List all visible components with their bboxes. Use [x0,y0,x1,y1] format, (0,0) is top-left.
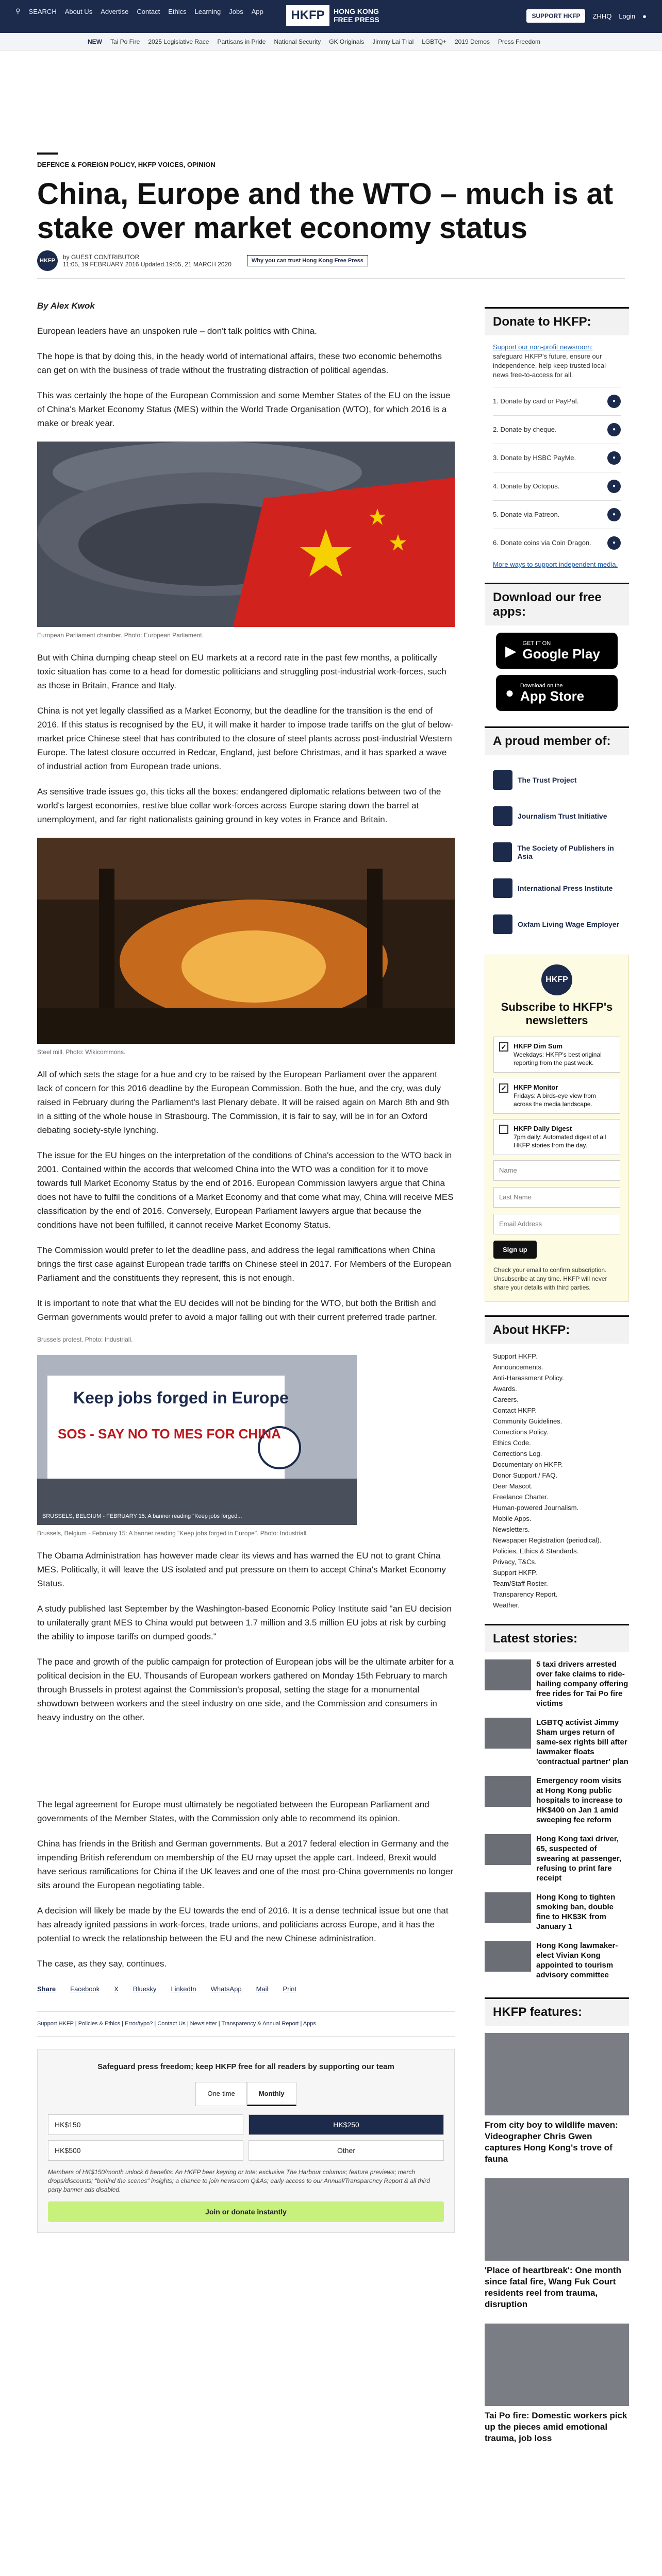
logo-mark: HKFP [286,5,329,26]
about-link[interactable]: Ethics Code. [493,1439,531,1447]
top-link-learning[interactable]: Learning [194,7,221,15]
newsletter-desc: 7pm daily: Automated digest of all HKFP stories from the day. [514,1133,606,1149]
feature-image [485,2324,629,2406]
paragraph: The case, as they say, continues. [37,1959,167,1969]
member-widget-title: A proud member of: [485,726,629,755]
oxfam-logo [493,914,512,934]
about-link[interactable]: Anti-Harassment Policy. [493,1374,564,1382]
latest-stories [485,1659,629,1980]
google-play-button[interactable] [496,633,618,669]
latest-story[interactable] [485,1776,629,1825]
member-name: Journalism Trust Initiative [518,812,607,820]
title-rule [37,152,58,155]
about-link[interactable]: Mobile Apps. [493,1515,532,1522]
about-links [485,1351,629,1611]
newsletter-name: HKFP Daily Digest [514,1125,572,1132]
paragraph: The Obama Administration has however made clear its views and has warned the EU not to grant China MES. Politically, it will leave the US isolated and put pressure on them to accept China's Market Economy Status. [37,1551,446,1588]
subnav-item[interactable]: Tai Po Fire [110,38,140,45]
sopa-logo [493,842,512,862]
about-link[interactable]: Human-powered Journalism. [493,1504,579,1512]
about-link[interactable]: Transparency Report. [493,1590,558,1598]
members-note: Members of HK$150/month unlock 6 benefits: An HKFP beer keyring or tote; exclusive The Harbour columns; feature previews; merch drops/discounts; "behind the scenes" insights; a chance to join newsroom Q&As; early access to our Annual/Transparency Report & all third party banner ads disabled. [48,2168,430,2193]
paragraph: As sensitive trade issues go, this ticks all the boxes: endangered diplomatic relations between two of the world's largest economies, restive blue collar work-forces across Europe staring down the barrel at unemployment, and far right nationalists gaining ground in key votes in France and Britain. [37,787,441,824]
article-body [37,299,455,2233]
feature-story[interactable] [485,2033,629,2165]
store-big: App Store [520,688,585,704]
about-link[interactable]: Support HKFP. [493,1352,537,1360]
subnav-item[interactable]: LGBTQ+ [422,38,446,45]
about-link[interactable]: Community Guidelines. [493,1417,562,1425]
author-avatar: HKFP [37,250,58,271]
member-name: Oxfam Living Wage Employer [518,920,620,928]
donate-amounts [48,2114,444,2161]
pay-option-coins[interactable] [493,529,621,557]
pay-option-payme[interactable] [493,444,621,472]
about-link[interactable]: Donor Support / FAQ. [493,1471,558,1479]
banner-text-1: Keep jobs forged in Europe [73,1388,289,1407]
about-link[interactable]: Freelance Charter. [493,1493,549,1501]
subscribe-logo: HKFP [541,964,572,995]
member-name: The Trust Project [518,776,577,784]
feature-title: 'Place of heartbreak': One month since fatal fire, Wang Fuk Court residents reel from trauma, disruption [485,2265,622,2309]
latest-story[interactable] [485,1941,629,1980]
share-bar [37,1982,455,1996]
steel-mill-photo [37,838,455,1044]
about-widget-title: About HKFP: [485,1315,629,1344]
share-whatsapp[interactable]: WhatsApp [210,1985,242,1993]
about-link[interactable]: Team/Staff Roster. [493,1580,548,1587]
share-facebook[interactable]: Facebook [70,1985,100,1993]
newsletter-signup [485,955,629,1302]
share-print[interactable]: Print [283,1985,297,1993]
top-link-jobs[interactable]: Jobs [229,7,243,15]
about-link[interactable]: Documentary on HKFP. [493,1461,563,1468]
about-link[interactable]: Newsletters. [493,1526,530,1533]
subnav-item[interactable]: Jimmy Lai Trial [372,38,414,45]
story-title: Hong Kong taxi driver, 65, suspected of swearing at passenger, refusing to print fare receipt [536,1835,622,1883]
subnav-item[interactable]: 2025 Legislative Race [148,38,209,45]
subnav-label: NEW [88,38,102,45]
member-name: International Press Institute [518,884,613,892]
story-thumbnail [485,1892,531,1923]
share-x[interactable]: X [114,1985,119,1993]
pay-option-card[interactable] [493,387,621,415]
about-link[interactable]: Awards. [493,1385,517,1393]
share-mail[interactable]: Mail [256,1985,269,1993]
steel-mill-illustration [37,838,455,1044]
article-byline [37,250,368,271]
pay-option-octopus[interactable] [493,472,621,500]
amount-other[interactable]: Other [249,2140,444,2161]
latest-story[interactable] [485,1834,629,1883]
newsletter-name: HKFP Monitor [514,1083,558,1091]
spacer [485,1611,629,1624]
banner-caption: BRUSSELS, BELGIUM - FEBRUARY 15: A banner reading "Keep jobs forged... [42,1513,242,1519]
about-link[interactable]: Careers. [493,1396,519,1403]
story-title: Hong Kong to tighten smoking ban, double fine to HK$3K from January 1 [536,1893,616,1931]
story-title: LGBTQ activist Jimmy Sham urges return of same-sex rights bill after lawmaker floats 'contractual partner' plan [536,1718,628,1766]
subnav-item[interactable]: Press Freedom [498,38,541,45]
share-linkedin[interactable]: LinkedIn [171,1985,196,1993]
trust-button[interactable]: Why you can trust Hong Kong Free Press [247,255,368,266]
pay-label: 3. Donate by HSBC PayMe. [493,454,576,462]
subscribe-title: Subscribe to HKFP's newsletters [501,1001,613,1027]
article-title: China, Europe and the WTO – much is at stake over market economy status [37,177,614,245]
language-link[interactable]: ZHHQ [592,12,612,20]
tab-one-time[interactable]: One-time [195,2082,246,2106]
member-ipi[interactable] [485,870,629,906]
newsletter-monitor[interactable] [493,1078,620,1114]
latest-story[interactable] [485,1892,629,1931]
amount-option-selected[interactable]: HK$250 [249,2114,444,2135]
spacer [485,1989,629,1997]
pay-label: 1. Donate by card or PayPal. [493,397,579,405]
newsletter-name: HKFP Dim Sum [514,1042,563,1050]
newsletter-desc: Weekdays: HKFP's best original reporting from the past week. [514,1051,602,1066]
logo-name: HONG KONG FREE PRESS [334,7,379,24]
about-link[interactable]: Policies, Ethics & Standards. [493,1547,579,1555]
parliament-photo [37,442,455,627]
paragraph: This was certainly the hope of the European Commission and some Member States of the EU on the issue of China's Market Economy Status (MES) within the World Trade Organisation (WTO), for which 2016 is a make or break year. [37,391,451,428]
paragraph: European leaders have an unspoken rule – don't talk politics with China. [37,326,317,336]
store-small: GET IT ON [522,640,551,647]
apps-widget-title: Download our free apps: [485,583,629,625]
inline-donate-box [37,2049,455,2233]
donate-tabs [48,2082,444,2106]
site-logo[interactable] [286,5,390,26]
about-link[interactable]: Deer Mascot. [493,1482,533,1490]
story-title: 5 taxi drivers arrested over fake claims to ride-hailing company offering free rides for Tai Po fire victims [536,1660,628,1708]
latest-widget-title: Latest stories: [485,1624,629,1652]
paragraph: The legal agreement for Europe must ultimately be negotiated between the European Parliament and governments of the Member States, with the Commission only able to recommend its opinion. [37,1800,429,1823]
photo-caption: Steel mill. Photo: Wikicommons. [37,1048,126,1056]
card-icon: ● [607,395,621,408]
checkbox-unchecked[interactable] [499,1125,508,1134]
login-link[interactable]: Login [619,12,636,20]
google-play-icon: ▶ [505,642,517,659]
trust-project-logo [493,770,512,790]
last-name-input[interactable]: Last Name [493,1187,620,1208]
user-icon[interactable]: ● [642,12,647,20]
patreon-icon: ● [607,508,621,521]
more-ways-link[interactable]: More ways to support independent media. [493,561,618,568]
checkbox-checked[interactable]: ✓ [499,1042,508,1052]
donate-box-title: Safeguard press freedom; keep HKFP free for all readers by supporting our team [97,2062,394,2071]
tab-monthly[interactable]: Monthly [247,2082,296,2106]
parliament-illustration [37,442,455,627]
features-widget-title: HKFP features: [485,1997,629,2026]
feature-image [485,2033,629,2115]
top-link-search[interactable]: SEARCH [28,7,57,15]
about-link[interactable]: Support HKFP. [493,1569,537,1577]
feature-title: From city boy to wildlife maven: Videographer Chris Gwen captures Hong Kong's trove of fauna [485,2120,618,2164]
jti-logo [493,806,512,826]
pay-label: 4. Donate by Octopus. [493,482,560,490]
subnav-item[interactable]: Partisans in Pride [217,38,266,45]
subscribe-note: Check your email to confirm subscription. Unsubscribe at any time. HKFP will never share your details with third parties. [493,1266,607,1291]
subnav-item[interactable]: GK Originals [329,38,365,45]
checkbox-checked[interactable]: ✓ [499,1083,508,1093]
paragraph: The hope is that by doing this, in the heady world of international affairs, these two economic behemoths can get on with the business of trade without the frustrating distraction of political agendas. [37,351,442,375]
store-small: Download on the [520,683,563,689]
paragraph: A study published last September by the Washington-based Economic Policy Institute said "an EU decision to unilaterally grant MES to China would put between 1.7 million and 3.5 million EU jobs at risk by curbing the ability to impose tariffs on dumped goods." [37,1604,452,1641]
spacer [485,1302,629,1315]
story-title: Emergency room visits at Hong Kong public hospitals to increase to HK$400 on Jan 1 amid sweeping fee reform [536,1776,623,1824]
feature-title: Tai Po fire: Domestic workers pick up the pieces amid emotional trauma, job loss [485,2411,627,2443]
feature-story[interactable] [485,2178,629,2310]
paragraph: But with China dumping cheap steel on EU markets at a record rate in the past few months, a politically toxic situation has come to a head for domestic politicians and struggling post-industrial work-forces, such as those in Britain, France and Italy. [37,653,446,690]
signup-button[interactable]: Sign up [493,1241,537,1259]
pay-option-cheque[interactable] [493,415,621,444]
store-big: Google Play [522,646,600,662]
story-thumbnail [485,1834,531,1865]
paragraph: A decision will likely be made by the EU towards the end of 2016. It is a dense technical issue but one that has already ignited passions in work-forces, trade unions, and politicians across Europe, and it has the potential to wreck the relationship between the EU and the new Chinese administration. [37,1906,449,1943]
ad-spacer [37,1736,455,1798]
about-link[interactable]: Contact HKFP. [493,1406,537,1414]
sidebar [485,307,629,2458]
about-link[interactable]: Corrections Log. [493,1450,542,1458]
latest-story[interactable] [485,1659,629,1708]
story-thumbnail [485,1776,531,1807]
top-link-contact[interactable]: Contact [137,7,160,15]
coin-icon: ● [607,536,621,550]
top-link-advertise[interactable]: Advertise [101,7,129,15]
paragraph: China has friends in the British and German governments. But a 2017 federal election in Germany and the impending British referendum on membership of the EU may upset the apple cart. Indeed, Brexit would have serious ramifications for China if the UK leaves and one of the most pro-China governments no longer sits around the European negotiating table. [37,1839,453,1890]
pay-label: 5. Donate via Patreon. [493,511,560,518]
protest-banner-photo [37,1355,357,1525]
newsletter-dim-sum[interactable] [493,1037,620,1073]
name-input[interactable]: Name [493,1160,620,1181]
join-donate-button[interactable]: Join or donate instantly [48,2201,444,2222]
photo-caption: Brussels protest. Photo: Industriall. [37,1336,133,1343]
email-input[interactable]: Email Address [493,1214,620,1234]
paragraph: All of which sets the stage for a hue and cry to be raised by the European Parliament over the apparent lack of concern for this 2016 deadline by the European Commission. Both the hue, and the cry, was duly raised in February during the Parliament's last Plenary debate. It will be raised again on March 8th and 9th in a sitting of the whole house in Strasbourg. The Commission, it is fair to say, will be in for an Oxford debating society-style lynching. [37,1070,449,1135]
share-bluesky[interactable]: Bluesky [133,1985,157,1993]
member-jti[interactable] [485,798,629,834]
article-categories[interactable]: DEFENCE & FOREIGN POLICY, HKFP VOICES, OPINION [37,161,216,168]
story-thumbnail [485,1941,531,1972]
article-footer-links[interactable]: Support HKFP | Policies & Ethics | Error/typo? | Contact Us | Newsletter | Transparency & Annual Report | Apps [37,2011,455,2037]
subnav-item[interactable]: National Security [274,38,321,45]
newsletter-desc: Fridays: A birds-eye view from across the media landscape. [514,1092,597,1108]
donate-widget-title: Donate to HKFP: [485,307,629,335]
about-link[interactable]: Newspaper Registration (periodical). [493,1536,602,1544]
paragraph: It is important to note that what the EU decides will not be binding for the WTO, but both the British and German governments would prefer to avoid a major falling out with their current preferred trade partner. [37,1298,437,1322]
story-title: Hong Kong lawmaker-elect Vivian Kong appointed to tourism advisory committee [536,1941,618,1979]
about-link[interactable]: Announcements. [493,1363,543,1371]
author-name[interactable]: by GUEST CONTRIBUTOR [63,253,140,261]
cheque-icon: ● [607,423,621,436]
search-icon[interactable]: ⚲ [15,7,21,15]
photo-caption: European Parliament chamber. Photo: European Parliament. [37,632,204,639]
divider [37,278,625,279]
top-navigation-bar [0,0,662,33]
about-link[interactable]: Privacy, T&Cs. [493,1558,537,1566]
member-name: The Society of Publishers in Asia [517,844,614,860]
story-thumbnail [485,1718,531,1749]
top-link-app[interactable]: App [251,7,263,15]
banner-text-2: SOS - SAY NO TO MES FOR CHINA [58,1426,281,1442]
amount-option[interactable]: HK$500 [48,2140,243,2161]
octopus-icon: ● [607,480,621,493]
pay-label: 2. Donate by cheque. [493,426,557,433]
member-trust-project[interactable] [485,762,629,798]
member-sopa[interactable] [485,834,629,870]
subnav-item[interactable]: 2019 Demos [454,38,490,45]
article-dates: 11:05, 19 FEBRUARY 2016 Updated 19:05, 21 MARCH 2020 [63,261,231,268]
photo-caption: Brussels, Belgium - February 15: A banner reading "Keep jobs forged in Europe". Photo: Industriall. [37,1530,308,1537]
amount-option[interactable]: HK$150 [48,2114,243,2135]
latest-story[interactable] [485,1718,629,1767]
paragraph: The pace and growth of the public campaign for protection of European jobs will be the ultimate arbiter for a political decision in the EU. Thousands of European workers gathered on Monday 15th February to march through Brussels in protest against the Commission's proposal, setting the stage for a monumental showdown between workers and the steel industry on one side, and the Commission and consumers in heavy industry on the other. [37,1657,454,1722]
top-left-links [15,7,263,15]
share-label: Share [37,1985,56,1993]
top-link-ethics[interactable]: Ethics [168,7,187,15]
donate-link[interactable]: Support our non-profit newsroom: [493,343,593,351]
paragraph: The issue for the EU hinges on the interpretation of the conditions of China's accession to the WTO back in 2001. Contained within the accords that welcomed China into the WTO was a condition for it to move towards full Market Economy Status by the end of 2016. European Commission lawyers argue that China does not have to fulfil the conditions of a Market Economy and that come what may, China will receive MES classification by the end of 2016. Conversely, European Parliament lawyers argue that because the conditions have not been fulfilled, it cannot receive Market Economy Status. [37,1150,454,1230]
feature-story[interactable] [485,2324,629,2444]
about-link[interactable]: Weather. [493,1601,520,1609]
payme-icon: ● [607,451,621,465]
pay-option-patreon[interactable] [493,500,621,529]
donate-widget [485,343,629,569]
donate-text: safeguard HKFP's future, ensure our independence, help keep trusted local news free-to-access for all. [493,352,606,379]
paragraph: China is not yet legally classified as a Market Economy, but the deadline for the transition is the end of 2016. If this status is recognised by the EU, it will make it harder to impose trade tariffs on the glut of below-market price Chinese steel that has contributed to the closure of steel plants across post-industrial Western Europe. The latest closure occurred in Redcar, England, just before Christmas, and it has sparked a wave of industrial action from European trade unions. [37,706,454,771]
newsletter-daily-digest[interactable] [493,1119,620,1155]
member-oxfam[interactable] [485,906,629,942]
top-link-about[interactable]: About Us [64,7,93,15]
paragraph: The Commission would prefer to let the deadline pass, and address the legal ramifications when China brings the first case against European trade tariffs on Chinese steel in 2017. For Members of the European Parliament and the constituents they represent, this is not enough. [37,1245,451,1283]
topic-subnav [0,33,662,50]
app-store-button[interactable] [496,675,618,711]
feature-image [485,2178,629,2261]
pay-label: 6. Donate coins via Coin Dragon. [493,539,591,547]
apple-icon: ● [505,685,514,701]
ipi-logo [493,878,512,898]
support-hkfp-button[interactable]: SUPPORT HKFP [526,9,585,23]
top-right-links [526,9,647,23]
article-author: By Alex Kwok [37,301,95,311]
story-thumbnail [485,1659,531,1690]
about-link[interactable]: Corrections Policy. [493,1428,549,1436]
